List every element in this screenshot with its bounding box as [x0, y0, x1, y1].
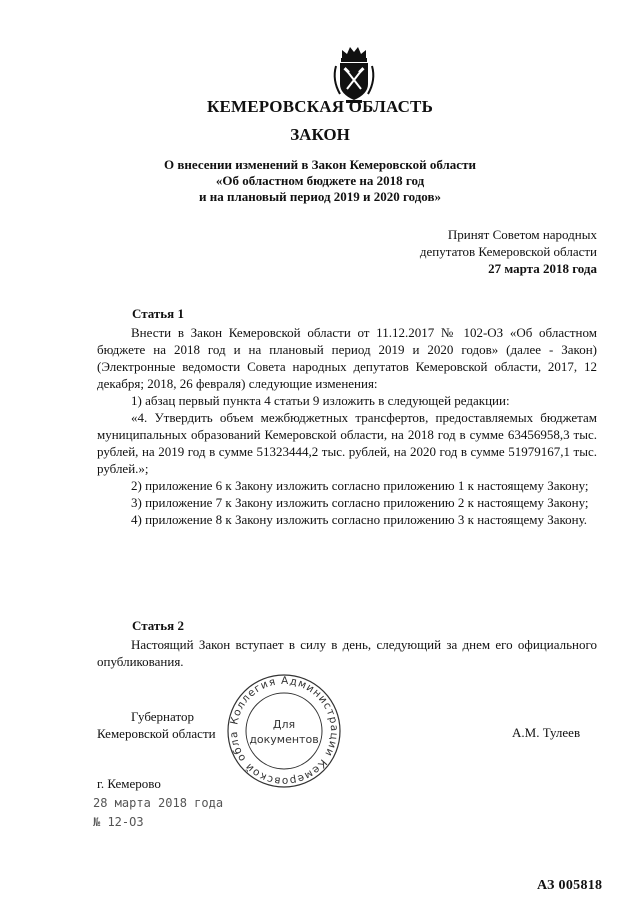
- adoption-line: Принят Советом народных: [447, 227, 597, 242]
- article-paragraph: «4. Утвердить объем межбюджетных трансфертов, предоставляемых бюджетам муниципальных образований Кемеровской области, на 2018 год в сумме 63456958,3 тыс. рублей, на 2019 год в сумме 51323444,2 тыс. рублей, на 2020 год в сумме 51979167,1 тыс. рублей.»;: [97, 410, 597, 476]
- adoption-block: [357, 226, 597, 277]
- article-paragraph: 3) приложение 7 к Закону изложить согласно приложению 2 к настоящему Закону;: [131, 495, 589, 510]
- signatory-name: А.М. Тулеев: [512, 725, 581, 740]
- document-type: ЗАКОН: [290, 125, 350, 144]
- law-title-line: О внесении изменений в Закон Кемеровской области: [164, 157, 476, 172]
- signing-date: 28 марта 2018 года: [93, 796, 224, 810]
- law-title-line: и на плановый период 2019 и 2020 годов»: [199, 189, 441, 204]
- article-1-body: [97, 324, 597, 528]
- article-2-heading: Статья 2: [132, 618, 184, 633]
- article-1-heading: Статья 1: [132, 306, 184, 321]
- place-of-signing: г. Кемерово: [97, 776, 161, 791]
- law-title: [0, 157, 640, 205]
- stamp-ring-text: Коллегия Администрации Кемеровской обла: [227, 674, 341, 788]
- official-stamp: [225, 672, 343, 790]
- region-title: КЕМЕРОВСКАЯ ОБЛАСТЬ: [206, 97, 434, 116]
- signatory-title-line: Губернатор: [131, 709, 194, 724]
- stamp-inner-text: Для: [272, 718, 296, 731]
- adoption-line: депутатов Кемеровской области: [419, 244, 597, 259]
- article-paragraph: 2) приложение 6 к Закону изложить согласно приложению 1 к настоящему Закону;: [131, 478, 589, 493]
- signatory-title-line: Кемеровской области: [97, 726, 216, 741]
- document-serial-number: АЗ 005818: [537, 878, 603, 893]
- law-title-line: «Об областном бюджете на 2018 год: [215, 173, 425, 188]
- signatory-title: [97, 708, 216, 742]
- article-paragraph: 4) приложение 8 к Закону изложить согласно приложению 3 к настоящему Закону.: [131, 512, 588, 527]
- article-paragraph: Внести в Закон Кемеровской области от 11.12.2017 № 102-ОЗ «Об областном бюджете на 2018 год и на плановый период 2019 и 2020 годов» (далее - Закон) (Электронные ведомости Совета народных депутатов Кемеровской области, 2017, 12 декабря; 2018, 26 февраля) следующие изменения:: [97, 325, 597, 391]
- article-2-body: [97, 636, 597, 670]
- coat-of-arms-icon: [330, 44, 378, 104]
- article-paragraph: 1) абзац первый пункта 4 статьи 9 изложить в следующей редакции:: [131, 393, 510, 408]
- law-number: № 12-ОЗ: [93, 815, 144, 829]
- stamp-inner-text: документов: [249, 733, 319, 746]
- adoption-date: 27 марта 2018 года: [488, 261, 597, 276]
- article-paragraph: Настоящий Закон вступает в силу в день, следующий за днем его официального опубликования.: [97, 637, 597, 669]
